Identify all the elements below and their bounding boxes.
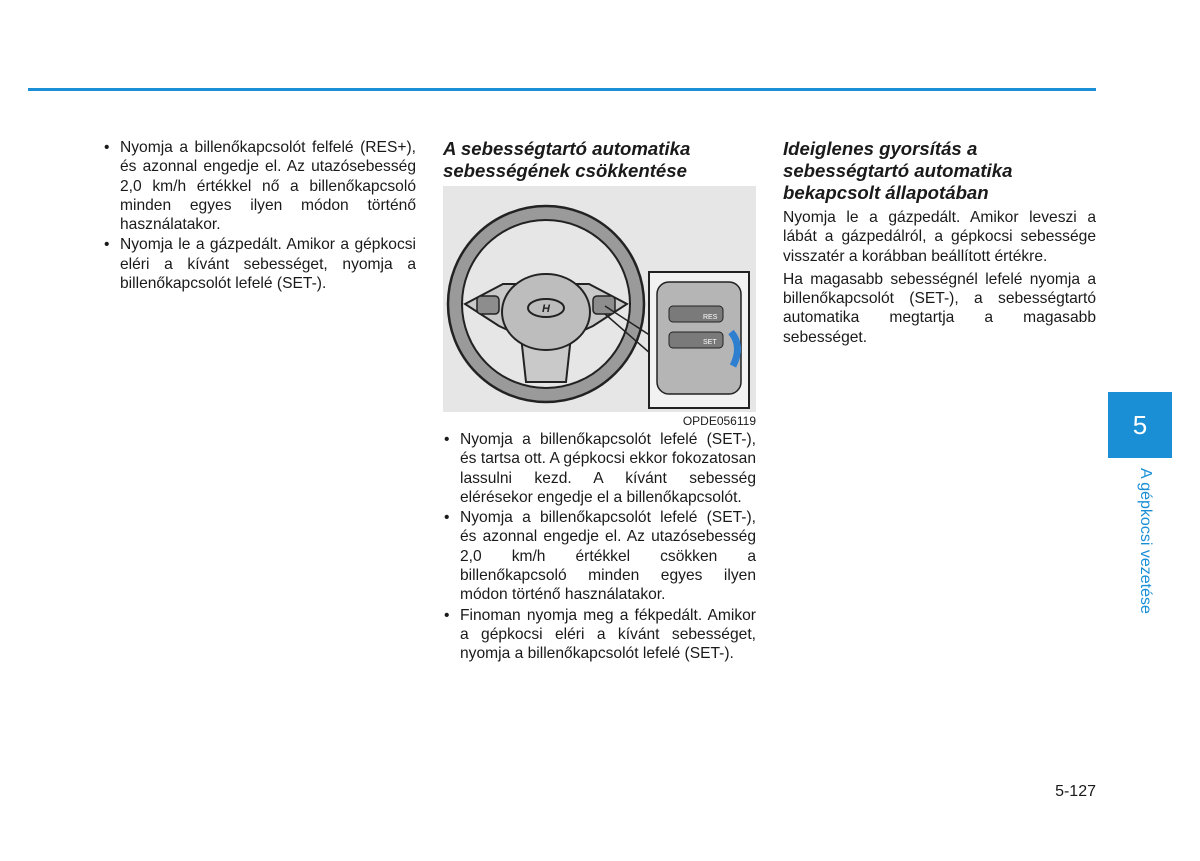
paragraph: Nyomja le a gázpedált. Amikor leveszi a lábát a gázpedálról, a gépkocsi sebessége visszatér a korábban beállított értékre. [783, 209, 1096, 265]
bullet-item: • Finoman nyomja meg a fékpedált. Amikor a gépkocsi eléri a kívánt sebességet, nyomja a billenőkapcsolót lefelé (SET-). [443, 606, 756, 664]
header-rule [28, 88, 1096, 91]
section-title: Ideiglenes gyorsítás a sebességtartó automatika bekapcsolt állapotában [783, 138, 1013, 203]
left-bullet-list [103, 138, 416, 293]
middle-bullet-list [443, 430, 756, 664]
set-label: SET [703, 339, 717, 346]
steering-wheel-illustration [443, 186, 756, 412]
chapter-label: A gépkocsi vezetése [1137, 468, 1154, 614]
left-column [103, 138, 416, 294]
bullet-item: • Nyomja a billenőkapcsolót lefelé (SET-), és azonnal engedje el. Az utazósebesség 2,0 km/h értékkel csökken a billenőkapcsoló minden egyes ilyen módon történő használatakor. [443, 508, 756, 604]
chapter-tab: 5 [1108, 392, 1172, 458]
bullet-item: • Nyomja le a gázpedált. Amikor a gépkocsi eléri a kívánt sebességet, nyomja a billenőkapcsolót lefelé (SET-). [103, 235, 416, 293]
bullet-item: • Nyomja a billenőkapcsolót felfelé (RES+), és azonnal engedje el. Az utazósebesség 2,0 km/h értékkel nő a billenőkapcsoló minden egyes ilyen módon történő használatakor. [103, 138, 416, 234]
section-title: A sebességtartó automatika sebességének csökkentése [443, 138, 691, 181]
svg-text:H: H [542, 303, 550, 315]
steering-wheel-figure [443, 186, 756, 412]
figure-code: OPDE056119 [682, 414, 756, 428]
page-number: 5-127 [1055, 783, 1096, 800]
paragraph: Ha magasabb sebességnél lefelé nyomja a billenőkapcsolót (SET-), a sebességtartó automatika megtartja a magasabb sebességet. [783, 270, 1096, 346]
middle-column [443, 138, 756, 665]
bullet-item: • Nyomja a billenőkapcsolót lefelé (SET-), és tartsa ott. A gépkocsi ekkor fokozatosan lassulni kezd. A kívánt sebesség elérésekor engedje el a billenőkapcsolót. [443, 430, 756, 507]
right-column [783, 138, 1096, 351]
res-label: RES [703, 314, 718, 321]
